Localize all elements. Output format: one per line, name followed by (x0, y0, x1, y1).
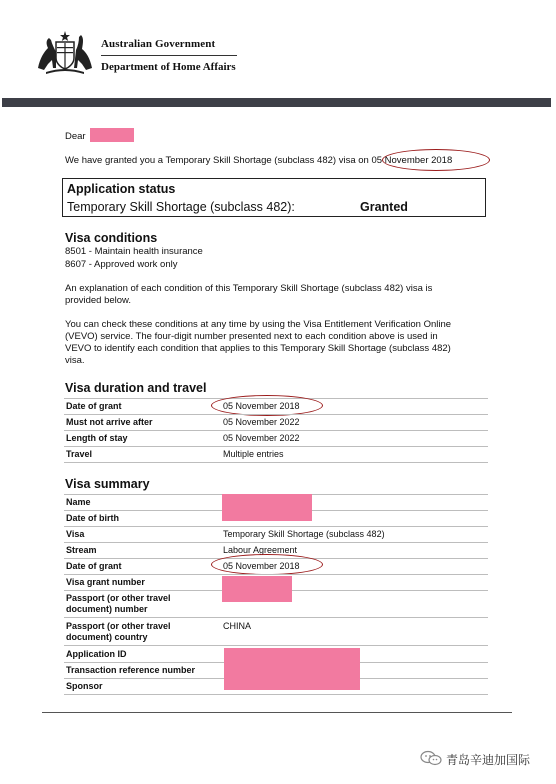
duration-value: 05 November 2018 (223, 401, 300, 411)
footer-rule (42, 712, 512, 713)
vevo-text: VEVO to identify each condition that applies to this Temporary Skill Shortage (subclass 482) (65, 343, 451, 354)
explanation-text: provided below. (65, 295, 132, 306)
summary-label: document) number (66, 604, 148, 614)
application-status-title: Application status (67, 182, 176, 196)
summary-label: Passport (or other travel (66, 593, 171, 603)
row-divider (64, 414, 488, 415)
coat-of-arms-icon (34, 28, 96, 76)
application-status-box (62, 178, 486, 217)
duration-value: 05 November 2022 (223, 433, 300, 443)
explanation-text: An explanation of each condition of this Temporary Skill Shortage (subclass 482) visa is (65, 283, 433, 294)
summary-label: Sponsor (66, 681, 103, 691)
vevo-text: (VEVO) service. The four-digit number presented next to each condition above is used in (65, 331, 438, 342)
gov-header (101, 38, 237, 73)
row-divider (64, 462, 488, 463)
duration-value: 05 November 2022 (223, 417, 300, 427)
vevo-text: visa. (65, 355, 85, 366)
summary-label: Visa (66, 529, 85, 539)
summary-label: Transaction reference number (66, 665, 196, 675)
summary-label: Passport (or other travel (66, 621, 171, 631)
summary-label: document) country (66, 632, 148, 642)
row-divider (64, 694, 488, 695)
row-divider (64, 574, 488, 575)
summary-value: Temporary Skill Shortage (subclass 482) (223, 529, 385, 539)
row-divider (64, 446, 488, 447)
duration-title: Visa duration and travel (65, 381, 207, 395)
header-bar (2, 98, 551, 107)
summary-label: Stream (66, 545, 97, 555)
salutation: Dear (65, 131, 86, 142)
date-circle-annotation (382, 149, 490, 171)
visa-conditions-title: Visa conditions (65, 231, 158, 245)
application-status-visa: Temporary Skill Shortage (subclass 482): (67, 200, 295, 214)
row-divider (64, 430, 488, 431)
redacted-name-dob (222, 494, 312, 521)
duration-label: Length of stay (66, 433, 128, 443)
duration-label: Travel (66, 449, 93, 459)
summary-value: Labour Agreement (223, 545, 298, 555)
summary-label: Application ID (66, 649, 127, 659)
duration-label: Must not arrive after (66, 417, 153, 427)
summary-label: Visa grant number (66, 577, 145, 587)
wechat-icon (420, 750, 442, 766)
watermark (420, 750, 550, 768)
redacted-name (90, 128, 134, 142)
gov-divider (101, 55, 237, 56)
summary-label: Date of grant (66, 561, 122, 571)
redacted-grant-number (222, 576, 292, 602)
date-circle-annotation (211, 554, 323, 575)
watermark-text: 青岛辛迪加国际 (446, 753, 531, 767)
date-circle-annotation (211, 395, 323, 416)
application-status-value: Granted (360, 200, 408, 214)
condition-item: 8501 - Maintain health insurance (65, 246, 203, 257)
summary-value: CHINA (223, 621, 252, 631)
duration-value: Multiple entries (223, 449, 284, 459)
redacted-application-details (224, 648, 360, 690)
condition-item: 8607 - Approved work only (65, 259, 178, 270)
row-divider (64, 526, 488, 527)
summary-label: Date of birth (66, 513, 119, 523)
row-divider (64, 617, 488, 618)
gov-name: Australian Government (101, 38, 216, 50)
summary-title: Visa summary (65, 477, 150, 491)
summary-value: 05 November 2018 (223, 561, 300, 571)
row-divider (64, 542, 488, 543)
grant-sentence: We have granted you a Temporary Skill Shortage (subclass 482) visa on 05 November 2018 (65, 155, 453, 166)
vevo-text: You can check these conditions at any time by using the Visa Entitlement Verification Online (65, 319, 452, 330)
duration-label: Date of grant (66, 401, 122, 411)
summary-label: Name (66, 497, 91, 507)
row-divider (64, 645, 488, 646)
department-name: Department of Home Affairs (101, 61, 236, 73)
